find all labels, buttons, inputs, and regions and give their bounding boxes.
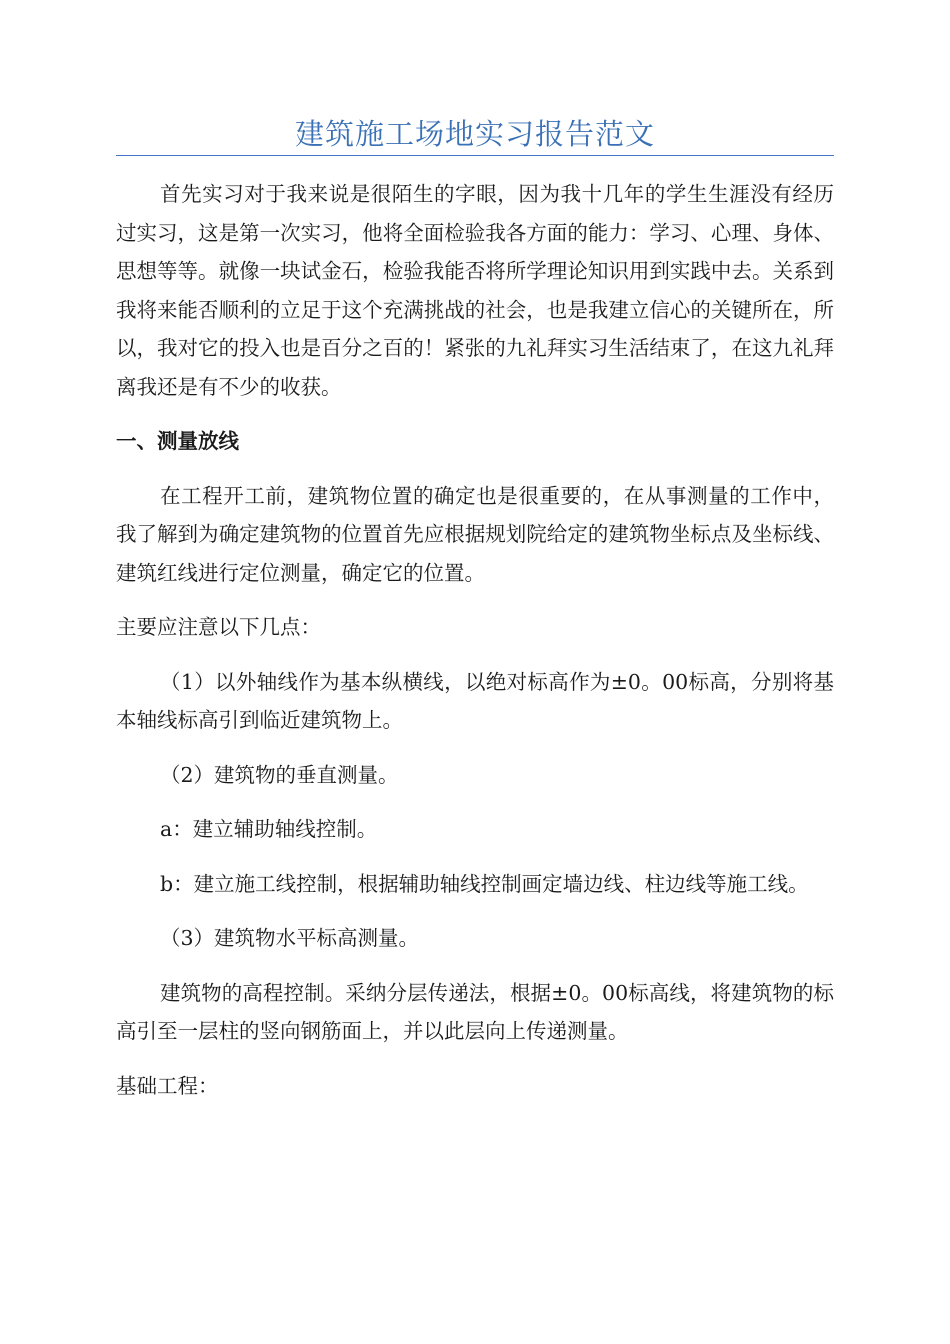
elevation-paragraph: 建筑物的高程控制。采纳分层传递法，根据±0。00标高线，将建筑物的标高引至一层柱的竖向钢筋面上，并以此层向上传递测量。 xyxy=(116,980,834,1043)
foundation-label: 基础工程： xyxy=(116,1073,219,1098)
list-item-2a: a：建立辅助轴线控制。 xyxy=(160,817,378,841)
list-item-2: （2）建筑物的垂直测量。 xyxy=(160,762,399,787)
notes-intro: 主要应注意以下几点： xyxy=(116,615,321,639)
list-item-2b: b：建立施工线控制，根据辅助轴线控制画定墙边线、柱边线等施工线。 xyxy=(160,871,809,896)
document-body xyxy=(116,175,834,1105)
title-underline xyxy=(116,155,834,156)
intro-paragraph: 首先实习对于我来说是很陌生的字眼，因为我十几年的学生生涯没有经历过实习，这是第一次实习，他将全面检验我各方面的能力：学习、心理、身体、思想等等。就像一块试金石，检验我能否将所学理论知识用到实践中去。关系到我将来能否顺利的立足于这个充满挑战的社会，也是我建立信心的关键所在，所以，我对它的投入也是百分之百的！紧张的九礼拜实习生活结束了，在这九礼拜离我还是有不少的收获。 xyxy=(116,182,834,399)
document-title: 建筑施工场地实习报告范文 xyxy=(294,117,655,151)
section-heading-survey: 一、测量放线 xyxy=(116,429,239,453)
list-item-1: （1）以外轴线作为基本纵横线，以绝对标高作为±0。00标高，分别将基本轴线标高引到临近建筑物上。 xyxy=(116,669,834,732)
survey-paragraph: 在工程开工前，建筑物位置的确定也是很重要的，在从事测量的工作中，我了解到为确定建筑物的位置首先应根据规划院给定的建筑物坐标点及坐标线、建筑红线进行定位测量，确定它的位置。 xyxy=(116,483,834,585)
list-item-3: （3）建筑物水平标高测量。 xyxy=(160,926,420,950)
